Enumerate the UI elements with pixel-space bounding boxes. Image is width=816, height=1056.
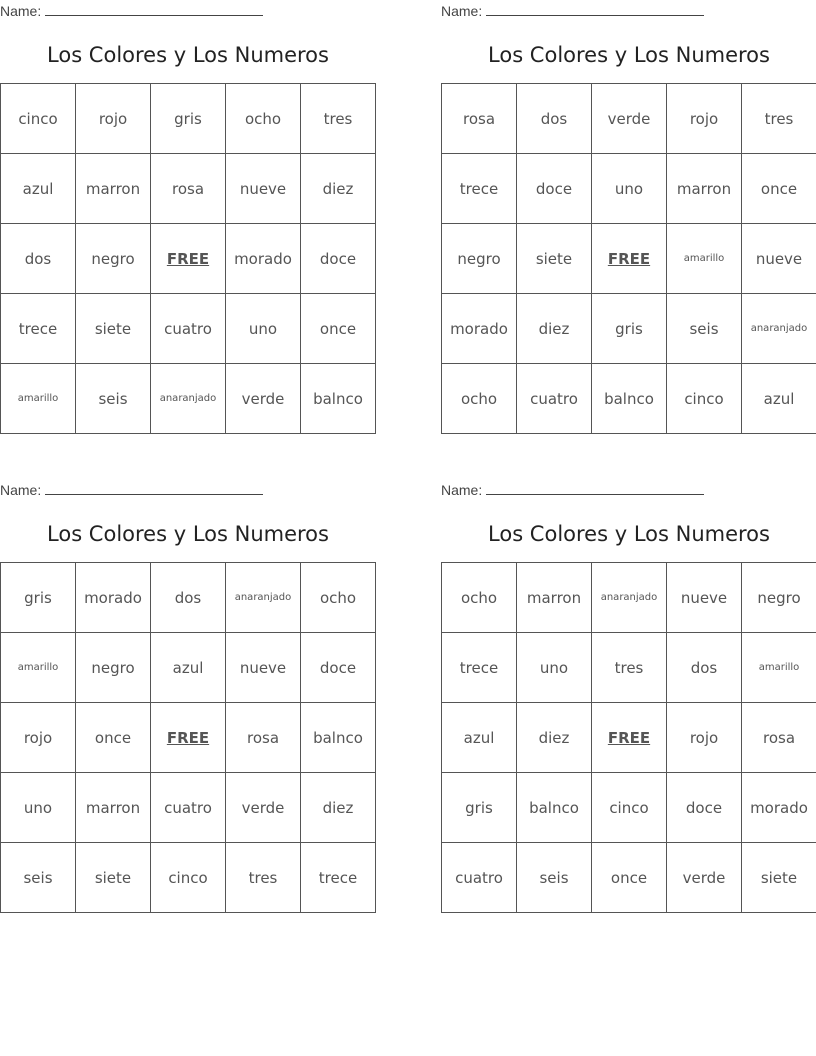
name-field[interactable] — [0, 3, 263, 19]
bingo-cell: once — [742, 154, 816, 224]
bingo-cell: rojo — [1, 703, 76, 773]
bingo-cell: tres — [742, 84, 816, 154]
name-label: Name: — [0, 482, 42, 498]
bingo-cell: azul — [151, 633, 226, 703]
card-title: Los Colores y Los Numeros — [488, 43, 770, 67]
bingo-cell: morado — [742, 773, 816, 843]
bingo-cell: rosa — [226, 703, 301, 773]
grid-row — [442, 84, 816, 154]
bingo-cell: dos — [517, 84, 592, 154]
grid-row — [1, 633, 376, 703]
bingo-cell: uno — [517, 633, 592, 703]
grid-row — [1, 84, 376, 154]
bingo-cell: once — [76, 703, 151, 773]
grid-row — [442, 154, 816, 224]
bingo-cell: cinco — [151, 843, 226, 913]
bingo-cell: siete — [76, 294, 151, 364]
grid-row — [442, 563, 816, 633]
grid-row — [1, 364, 376, 434]
bingo-cell: diez — [301, 773, 376, 843]
free-space-cell: FREE — [592, 703, 667, 773]
grid-row — [442, 633, 816, 703]
bingo-cell: seis — [517, 843, 592, 913]
bingo-cell: marron — [667, 154, 742, 224]
bingo-cell: morado — [226, 224, 301, 294]
bingo-cell: tres — [301, 84, 376, 154]
bingo-cell: cinco — [1, 84, 76, 154]
bingo-cell: balnco — [517, 773, 592, 843]
bingo-cell: tres — [226, 843, 301, 913]
bingo-cell: seis — [667, 294, 742, 364]
bingo-grid — [441, 562, 816, 913]
bingo-cell: morado — [442, 294, 517, 364]
bingo-cell: cuatro — [151, 773, 226, 843]
bingo-cell: dos — [667, 633, 742, 703]
bingo-cell: verde — [226, 364, 301, 434]
bingo-cell: diez — [301, 154, 376, 224]
bingo-cell: amarillo — [742, 633, 816, 703]
bingo-cell: gris — [442, 773, 517, 843]
bingo-cell: marron — [76, 773, 151, 843]
bingo-cell: nueve — [667, 563, 742, 633]
bingo-cell: rojo — [667, 84, 742, 154]
bingo-cell: once — [592, 843, 667, 913]
name-field[interactable] — [0, 482, 263, 498]
name-label: Name: — [441, 3, 483, 19]
bingo-cell: cinco — [592, 773, 667, 843]
bingo-cell: dos — [1, 224, 76, 294]
bingo-cell: anaranjado — [151, 364, 226, 434]
bingo-cell: ocho — [442, 364, 517, 434]
bingo-cell: doce — [517, 154, 592, 224]
bingo-cell: dos — [151, 563, 226, 633]
bingo-cell: gris — [592, 294, 667, 364]
bingo-cell: doce — [301, 224, 376, 294]
bingo-cell: uno — [592, 154, 667, 224]
name-field[interactable] — [441, 482, 704, 498]
bingo-cell: nueve — [226, 633, 301, 703]
card-title: Los Colores y Los Numeros — [47, 522, 329, 546]
bingo-cell: amarillo — [667, 224, 742, 294]
bingo-grid — [0, 562, 376, 913]
bingo-cell: ocho — [442, 563, 517, 633]
bingo-cell: seis — [1, 843, 76, 913]
name-label: Name: — [0, 3, 42, 19]
bingo-cell: rosa — [151, 154, 226, 224]
bingo-cell: marron — [517, 563, 592, 633]
bingo-cell: negro — [742, 563, 816, 633]
bingo-cell: nueve — [742, 224, 816, 294]
name-blank-line[interactable] — [486, 3, 704, 16]
name-field[interactable] — [441, 3, 704, 19]
bingo-cell: trece — [301, 843, 376, 913]
free-space-cell: FREE — [151, 703, 226, 773]
free-space-cell: FREE — [592, 224, 667, 294]
grid-row — [442, 703, 816, 773]
grid-row — [1, 563, 376, 633]
grid-row — [442, 294, 816, 364]
bingo-cell: cuatro — [517, 364, 592, 434]
grid-row — [442, 364, 816, 434]
bingo-cell: diez — [517, 703, 592, 773]
free-space-cell: FREE — [151, 224, 226, 294]
name-blank-line[interactable] — [45, 482, 263, 495]
grid-row — [1, 154, 376, 224]
bingo-cell: ocho — [301, 563, 376, 633]
bingo-cell: marron — [76, 154, 151, 224]
bingo-cell: anaranjado — [592, 563, 667, 633]
bingo-grid — [0, 83, 376, 434]
bingo-cell: trece — [442, 633, 517, 703]
card-title: Los Colores y Los Numeros — [488, 522, 770, 546]
bingo-cell: azul — [1, 154, 76, 224]
bingo-cell: amarillo — [1, 364, 76, 434]
bingo-cell: tres — [592, 633, 667, 703]
bingo-cell: siete — [742, 843, 816, 913]
bingo-grid — [441, 83, 816, 434]
bingo-cell: amarillo — [1, 633, 76, 703]
bingo-cell: cuatro — [442, 843, 517, 913]
name-blank-line[interactable] — [486, 482, 704, 495]
name-label: Name: — [441, 482, 483, 498]
name-blank-line[interactable] — [45, 3, 263, 16]
grid-row — [1, 224, 376, 294]
bingo-cell: verde — [592, 84, 667, 154]
bingo-cell: gris — [151, 84, 226, 154]
bingo-cell: seis — [76, 364, 151, 434]
bingo-cell: anaranjado — [226, 563, 301, 633]
bingo-cell: morado — [76, 563, 151, 633]
bingo-cell: trece — [442, 154, 517, 224]
bingo-cell: rojo — [76, 84, 151, 154]
bingo-cell: verde — [226, 773, 301, 843]
grid-row — [442, 843, 816, 913]
bingo-cell: trece — [1, 294, 76, 364]
bingo-cell: balnco — [301, 703, 376, 773]
bingo-cell: cinco — [667, 364, 742, 434]
bingo-cell: siete — [76, 843, 151, 913]
grid-row — [1, 773, 376, 843]
bingo-cell: uno — [226, 294, 301, 364]
bingo-cell: doce — [301, 633, 376, 703]
bingo-cell: cuatro — [151, 294, 226, 364]
grid-row — [1, 843, 376, 913]
bingo-cell: ocho — [226, 84, 301, 154]
bingo-cell: negro — [76, 224, 151, 294]
bingo-cell: gris — [1, 563, 76, 633]
bingo-cell: verde — [667, 843, 742, 913]
bingo-cell: balnco — [592, 364, 667, 434]
bingo-cell: doce — [667, 773, 742, 843]
bingo-cell: azul — [442, 703, 517, 773]
bingo-cell: rojo — [667, 703, 742, 773]
bingo-cell: negro — [442, 224, 517, 294]
bingo-cell: nueve — [226, 154, 301, 224]
bingo-cell: once — [301, 294, 376, 364]
bingo-cell: balnco — [301, 364, 376, 434]
bingo-cell: rosa — [742, 703, 816, 773]
grid-row — [1, 294, 376, 364]
bingo-cell: siete — [517, 224, 592, 294]
grid-row — [442, 224, 816, 294]
bingo-cell: diez — [517, 294, 592, 364]
bingo-cell: uno — [1, 773, 76, 843]
bingo-cell: negro — [76, 633, 151, 703]
bingo-cell: azul — [742, 364, 816, 434]
bingo-cell: rosa — [442, 84, 517, 154]
bingo-cell: anaranjado — [742, 294, 816, 364]
grid-row — [1, 703, 376, 773]
card-title: Los Colores y Los Numeros — [47, 43, 329, 67]
grid-row — [442, 773, 816, 843]
